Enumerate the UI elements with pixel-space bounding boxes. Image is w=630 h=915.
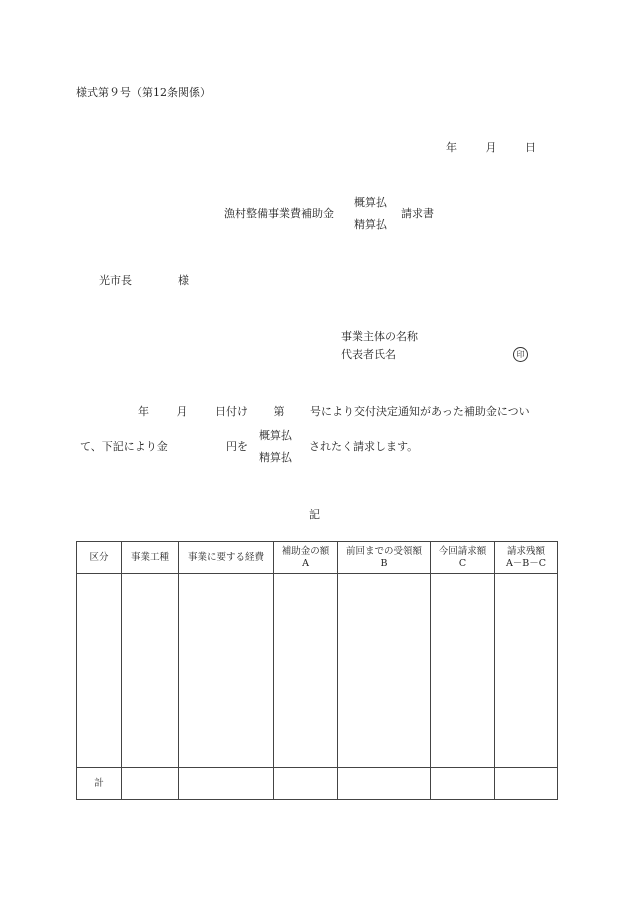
total-previously-received[interactable] [338,768,431,800]
total-work-type[interactable] [122,768,179,800]
header-project-cost: 事業に要する経費 [179,542,274,574]
form-number: 様式第９号（第12条関係） [76,86,211,99]
total-remaining-balance[interactable] [495,768,558,800]
body-option-final: 精算払 [259,451,292,464]
body-month: 月 [176,405,188,418]
addressee-honorific: 様 [178,274,189,287]
header-category: 区分 [77,542,122,574]
table-total-row [77,768,558,800]
cell-remaining-balance[interactable] [495,574,558,768]
ki-heading: 記 [309,508,320,521]
header-previously-received: 前回までの受領額 B [338,542,431,574]
body-line-2-end: されたく請求します。 [309,440,419,453]
request-table [76,541,558,800]
cell-category[interactable] [77,574,122,768]
header-work-type: 事業工種 [122,542,179,574]
body-yen: 円を [226,440,248,453]
date-year: 年 [446,141,457,154]
cell-project-cost[interactable] [179,574,274,768]
body-line-2-start: て、下記により金 [80,440,168,453]
body-dated: 日付け [215,405,248,418]
header-remaining-balance: 請求残額 A－B－C [495,542,558,574]
cell-current-request[interactable] [431,574,495,768]
date-day: 日 [525,141,536,154]
table-row [77,574,558,768]
total-label: 計 [77,768,122,800]
body-number-prefix: 第 [273,405,285,418]
date-month: 月 [485,141,497,154]
header-current-request: 今回請求額 C [431,542,495,574]
table-header-row [77,542,558,574]
document-title: 漁村整備事業費補助金 [224,207,334,220]
body-year: 年 [138,405,149,418]
entity-name-label: 事業主体の名称 [341,330,418,343]
representative-name-label: 代表者氏名 [341,348,396,361]
total-subsidy-amount[interactable] [274,768,338,800]
addressee [99,274,189,288]
body-line1-rest: 号により交付決定通知があった補助金につい [310,405,530,418]
cell-previously-received[interactable] [338,574,431,768]
body-line-1 [138,405,530,419]
date-line [446,141,536,155]
cell-subsidy-amount[interactable] [274,574,338,768]
total-current-request[interactable] [431,768,495,800]
addressee-name: 光市長 [99,274,132,287]
cell-work-type[interactable] [122,574,179,768]
header-subsidy-amount: 補助金の額 A [274,542,338,574]
body-option-estimate: 概算払 [259,429,292,442]
total-project-cost[interactable] [179,768,274,800]
title-option-estimate: 概算払 [354,196,387,209]
title-suffix: 請求書 [401,207,434,220]
seal-mark: 印 [513,347,528,362]
title-option-final: 精算払 [354,218,387,231]
